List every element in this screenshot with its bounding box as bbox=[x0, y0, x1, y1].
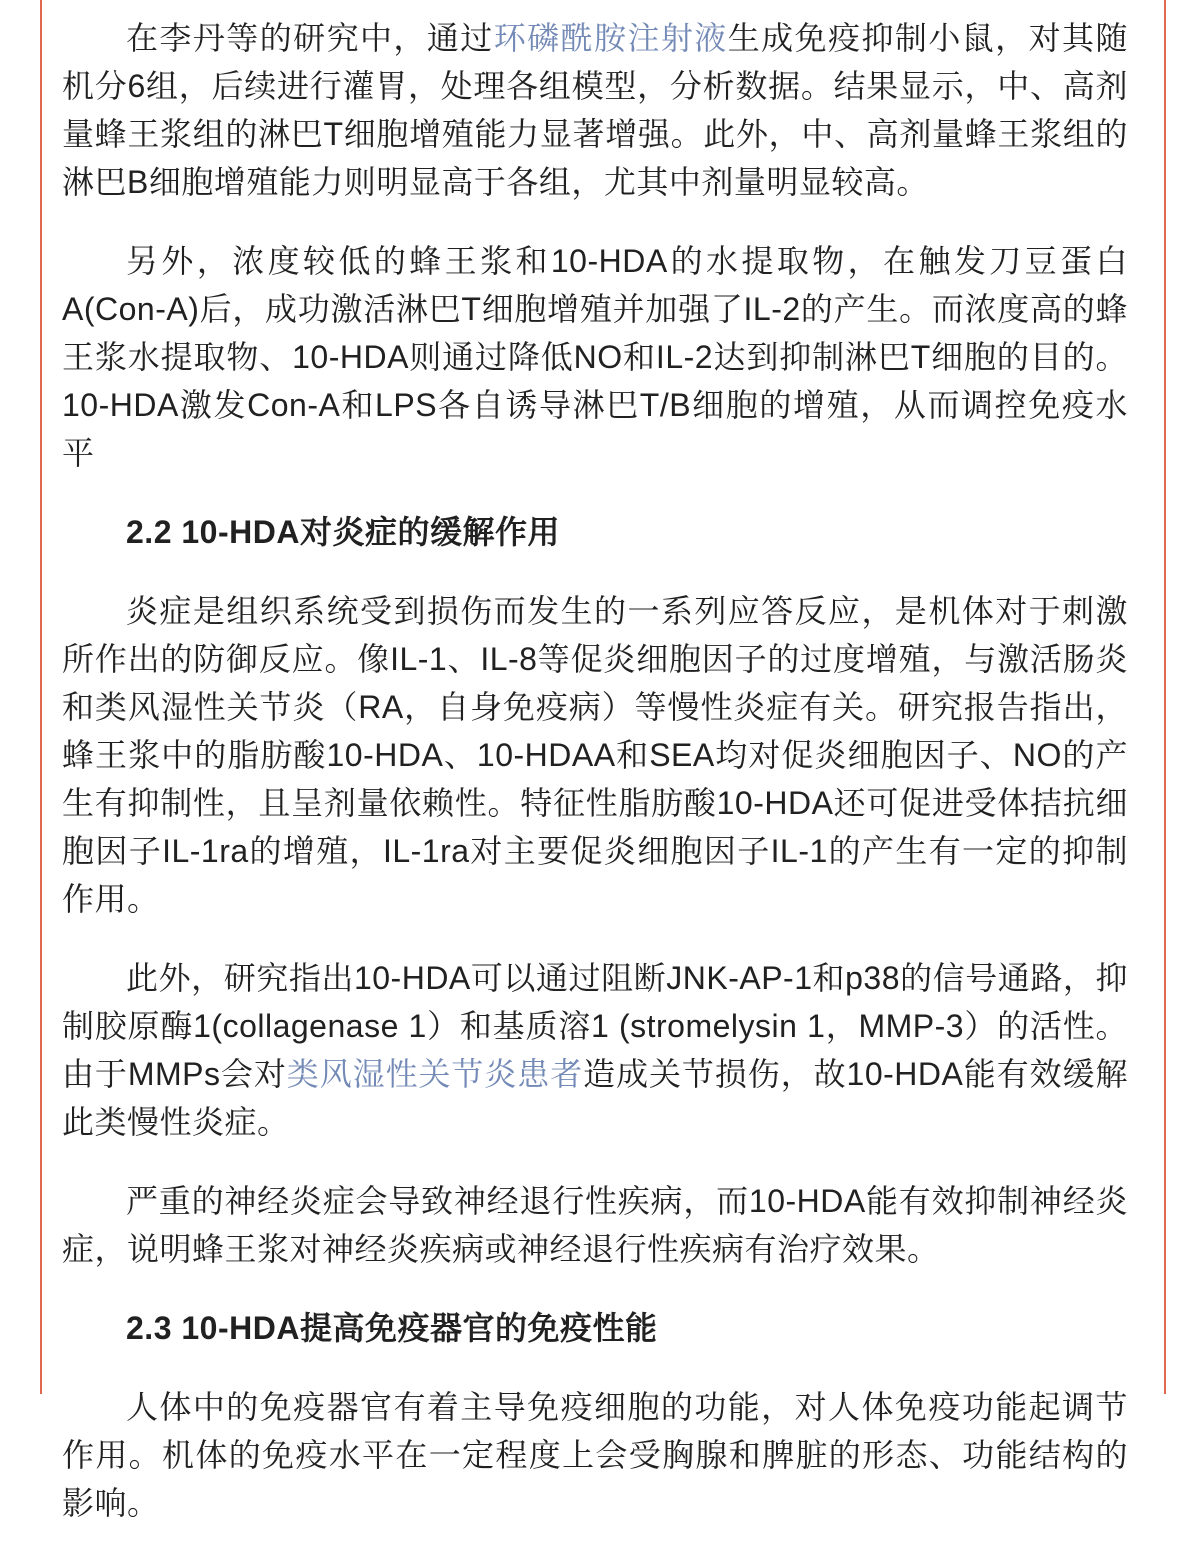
text-segment: 严重的神经炎症会导致神经退行性疾病，而10-HDA能有效抑制神经炎症，说明蜂王浆对神经炎疾病或神经退行性疾病有治疗效果。 bbox=[62, 1183, 1128, 1267]
paragraph bbox=[62, 237, 1128, 477]
text-segment: 另外，浓度较低的蜂王浆和10-HDA的水提取物，在触发刀豆蛋白A(Con-A)后，成功激活淋巴T细胞增殖并加强了IL-2的产生。而浓度高的蜂王浆水提取物、10-HDA则通过降低NO和IL-2达到抑制淋巴T细胞的目的。10-HDA激发Con-A和LPS各自诱导淋巴T/B细胞的增殖，从而调控免疫水平 bbox=[62, 243, 1128, 471]
text-segment: 炎症是组织系统受到损伤而发生的一系列应答反应，是机体对于刺激所作出的防御反应。像IL-1、IL-8等促炎细胞因子的过度增殖，与激活肠炎和类风湿性关节炎（RA，自身免疫病）等慢性炎症有关。研究报告指出，蜂王浆中的脂肪酸10-HDA、10-HDAA和SEA均对促炎细胞因子、NO的产生有抑制性，且呈剂量依赖性。特征性脂肪酸10-HDA还可促进受体拮抗细胞因子IL-1ra的增殖，IL-1ra对主要促炎细胞因子IL-1的产生有一定的抑制作用。 bbox=[62, 593, 1128, 917]
text-segment: 此外，研究指出10-HDA可以通过阻断JNK-AP-1和p38的信号通路，抑制胶原酶1(collagenase 1）和基质溶1 (stromelysin 1，MMP-3）的活性。由于MMPs会对 bbox=[62, 960, 1128, 1092]
text-segment: 在李丹等的研究中，通过 bbox=[126, 20, 494, 56]
paragraph bbox=[62, 1177, 1128, 1273]
paragraph bbox=[62, 587, 1128, 923]
paragraph bbox=[62, 1383, 1128, 1527]
text-segment: 生成免疫抑制小鼠，对其随机分6组，后续进行灌胃，处理各组模型，分析数据。结果显示，中、高剂量蜂王浆组的淋巴T细胞增殖能力显著增强。此外，中、高剂量蜂王浆组的淋巴B细胞增殖能力则明显高于各组，尤其中剂量明显较高。 bbox=[62, 20, 1128, 200]
paragraph bbox=[62, 14, 1128, 206]
paragraph bbox=[62, 954, 1128, 1146]
section-heading bbox=[62, 508, 1128, 556]
page-border-left bbox=[40, 0, 42, 1394]
text-segment: 2.3 10-HDA提高免疫器官的免疫性能 bbox=[126, 1310, 658, 1346]
article-body bbox=[62, 14, 1128, 1558]
section-heading bbox=[62, 1304, 1128, 1352]
inline-link[interactable]: 环磷酰胺注射液 bbox=[493, 20, 728, 56]
text-segment: 造成关节损伤，故10-HDA能有效缓解此类慢性炎症。 bbox=[62, 1056, 1128, 1140]
text-segment: 2.2 10-HDA对炎症的缓解作用 bbox=[126, 514, 560, 550]
text-segment: 人体中的免疫器官有着主导免疫细胞的功能，对人体免疫功能起调节作用。机体的免疫水平在一定程度上会受胸腺和脾脏的形态、功能结构的影响。 bbox=[62, 1389, 1128, 1521]
inline-link[interactable]: 类风湿性关节炎患者 bbox=[286, 1056, 584, 1092]
page-border-right bbox=[1164, 0, 1166, 1394]
